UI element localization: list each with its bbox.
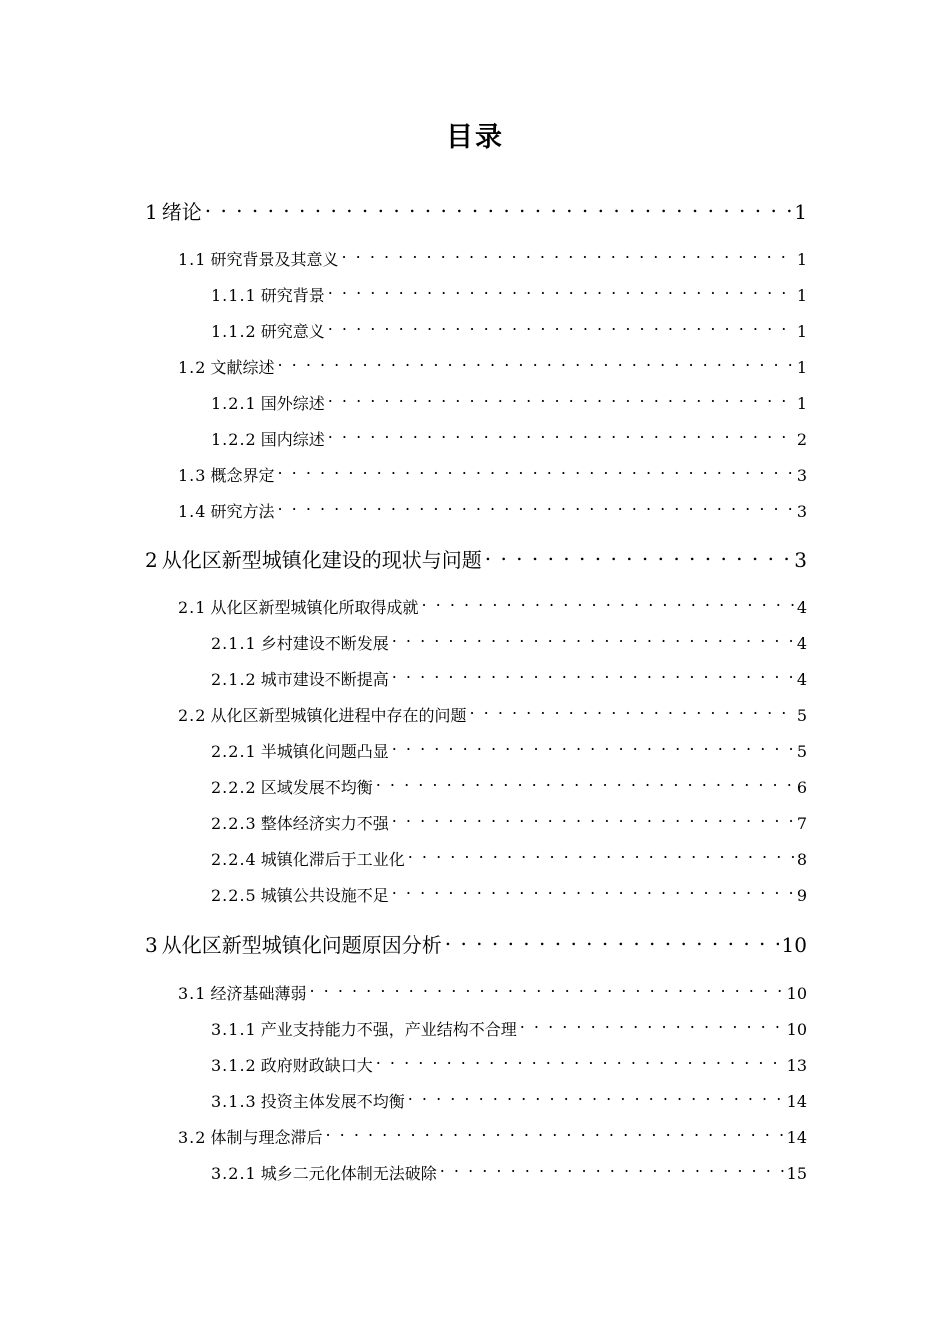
toc-entry-page-number: 4 (796, 598, 807, 618)
toc-entry-title: 从化区新型城镇化问题原因分析 (161, 933, 442, 957)
toc-entry[interactable] (211, 774, 807, 800)
toc-entry[interactable] (178, 354, 807, 380)
toc-entry-page-number: 1 (796, 250, 807, 270)
toc-leader-dots (392, 738, 794, 757)
toc-entry-number: 1.2 (178, 358, 207, 378)
toc-leader-dots (376, 774, 794, 793)
toc-leader-dots (328, 390, 794, 409)
toc-entry-number: 3.2.1 (211, 1164, 257, 1184)
toc-entry-number: 1.1.2 (211, 322, 257, 342)
toc-entry-number: 2.2.5 (211, 886, 257, 906)
toc-entry-page-number: 3 (794, 548, 807, 572)
toc-entry-page-number: 6 (796, 778, 807, 798)
toc-entry[interactable] (178, 246, 807, 272)
toc-entry-number: 3.1.1 (211, 1020, 257, 1040)
toc-entry-page-number: 14 (786, 1092, 807, 1112)
toc-entry[interactable] (178, 702, 807, 728)
toc-entry[interactable] (211, 318, 807, 344)
toc-leader-dots (469, 702, 793, 721)
toc-entry-title: 乡村建设不断发展 (260, 634, 389, 654)
toc-entry-title: 研究方法 (210, 502, 275, 522)
toc-entry-title: 国内综述 (260, 430, 325, 450)
toc-entry-title: 半城镇化问题凸显 (260, 742, 389, 762)
toc-entry-page-number: 1 (796, 286, 807, 306)
toc-entry[interactable] (145, 543, 807, 574)
toc-leader-dots (392, 882, 794, 901)
toc-leader-dots (485, 543, 792, 567)
toc-leader-dots (392, 810, 794, 829)
toc-entry-number: 3.1.3 (211, 1092, 257, 1112)
toc-entry-number: 1.3 (178, 466, 207, 486)
toc-leader-dots (277, 354, 793, 373)
toc-entry-number: 2.2 (178, 706, 207, 726)
toc-entry-title: 经济基础薄弱 (210, 984, 307, 1004)
toc-entry-number: 1.1.1 (211, 286, 257, 306)
toc-entry-page-number: 3 (796, 502, 807, 522)
toc-entry-page-number: 1 (796, 322, 807, 342)
toc-entry[interactable] (145, 928, 807, 959)
toc-entry-number: 3.2 (178, 1128, 207, 1148)
toc-entry-title: 城市建设不断提高 (260, 670, 389, 690)
toc-entry[interactable] (211, 390, 807, 416)
toc-entry-title: 体制与理念滞后 (210, 1128, 323, 1148)
toc-entry[interactable] (211, 1088, 807, 1114)
toc-entry-page-number: 3 (796, 466, 807, 486)
toc-entry-title: 从化区新型城镇化所取得成就 (210, 598, 419, 618)
toc-leader-dots (328, 318, 794, 337)
toc-entry-title: 国外综述 (260, 394, 325, 414)
toc-entry[interactable] (178, 594, 807, 620)
toc-entry-title: 研究意义 (260, 322, 325, 342)
toc-entry-page-number: 5 (796, 742, 807, 762)
toc-entry-number: 2 (145, 548, 158, 572)
toc-entry-title: 城镇公共设施不足 (260, 886, 389, 906)
toc-entry[interactable] (211, 1016, 807, 1042)
toc-entry[interactable] (211, 810, 807, 836)
toc-entry-number: 3.1 (178, 984, 207, 1004)
toc-entry-number: 2.1 (178, 598, 207, 618)
toc-entry-page-number: 13 (786, 1056, 807, 1076)
toc-entry-page-number: 1 (796, 358, 807, 378)
toc-entry-title: 研究背景 (260, 286, 325, 306)
toc-entry-title: 研究背景及其意义 (210, 250, 339, 270)
toc-entry[interactable] (145, 195, 807, 226)
toc-leader-dots (440, 1160, 784, 1179)
toc-entry-number: 2.1.1 (211, 634, 257, 654)
toc-entry-page-number: 10 (781, 933, 807, 957)
toc-entry-page-number: 2 (796, 430, 807, 450)
toc-entry-page-number: 7 (796, 814, 807, 834)
toc-entry[interactable] (211, 846, 807, 872)
page-title: 目录 (446, 122, 504, 153)
toc-entry-page-number: 5 (796, 706, 807, 726)
toc-entry[interactable] (211, 282, 807, 308)
toc-entry[interactable] (178, 462, 807, 488)
toc-entry-title: 从化区新型城镇化进程中存在的问题 (210, 706, 467, 726)
toc-entry-number: 1 (145, 200, 158, 224)
toc-entry[interactable] (211, 666, 807, 692)
toc-entry[interactable] (211, 630, 807, 656)
toc-entry-number: 1.2.1 (211, 394, 257, 414)
toc-leader-dots (445, 928, 779, 952)
toc-leader-dots (328, 426, 794, 445)
toc-leader-dots (408, 846, 794, 865)
toc-entry-number: 2.2.2 (211, 778, 257, 798)
toc-leader-dots (376, 1052, 784, 1071)
toc-entry[interactable] (211, 1160, 807, 1186)
toc-leader-dots (392, 630, 794, 649)
toc-leader-dots (341, 246, 793, 265)
toc-entry-number: 2.1.2 (211, 670, 257, 690)
toc-entry-title: 产业支持能力不强，产业结构不合理 (260, 1020, 517, 1040)
toc-entry-number: 2.2.1 (211, 742, 257, 762)
toc-entry-page-number: 9 (796, 886, 807, 906)
toc-entry-number: 1.1 (178, 250, 207, 270)
toc-entry[interactable] (178, 1124, 807, 1150)
toc-entry-number: 2.2.3 (211, 814, 257, 834)
toc-entry-title: 区域发展不均衡 (260, 778, 373, 798)
toc-leader-dots (392, 666, 794, 685)
toc-entry[interactable] (211, 882, 807, 908)
toc-entry-number: 1.2.2 (211, 430, 257, 450)
toc-entry[interactable] (211, 738, 807, 764)
toc-entry-page-number: 1 (796, 394, 807, 414)
toc-entry-page-number: 10 (786, 984, 807, 1004)
toc-entry[interactable] (211, 426, 807, 452)
toc-entry[interactable] (178, 980, 807, 1006)
toc-entry-page-number: 8 (796, 850, 807, 870)
toc-entry-title: 整体经济实力不强 (260, 814, 389, 834)
toc-leader-dots (277, 462, 793, 481)
toc-leader-dots (328, 282, 794, 301)
toc-entry-page-number: 4 (796, 634, 807, 654)
toc-leader-dots (325, 1124, 783, 1143)
toc-entry-title: 城镇化滞后于工业化 (260, 850, 405, 870)
toc-entry-page-number: 4 (796, 670, 807, 690)
toc-leader-dots (205, 195, 792, 219)
toc-entry-title: 从化区新型城镇化建设的现状与问题 (161, 548, 482, 572)
toc-entry-title: 城乡二元化体制无法破除 (260, 1164, 437, 1184)
toc-entry-page-number: 10 (786, 1020, 807, 1040)
toc-leader-dots (277, 498, 793, 517)
toc-entry-title: 文献综述 (210, 358, 275, 378)
toc-entry-title: 政府财政缺口大 (260, 1056, 373, 1076)
toc-entry-page-number: 1 (794, 200, 807, 224)
toc-entry-number: 3.1.2 (211, 1056, 257, 1076)
toc-leader-dots (520, 1016, 784, 1035)
toc-entry-page-number: 15 (786, 1164, 807, 1184)
toc-entry-title: 绪论 (161, 200, 202, 224)
toc-entry-page-number: 14 (786, 1128, 807, 1148)
toc-entry[interactable] (211, 1052, 807, 1078)
toc-leader-dots (309, 980, 783, 999)
toc-leader-dots (421, 594, 793, 613)
toc-entry[interactable] (178, 498, 807, 524)
toc-entry-number: 1.4 (178, 502, 207, 522)
toc-entry-number: 2.2.4 (211, 850, 257, 870)
toc-leader-dots (408, 1088, 784, 1107)
toc-entry-title: 概念界定 (210, 466, 275, 486)
toc-entry-number: 3 (145, 933, 158, 957)
toc-entry-title: 投资主体发展不均衡 (260, 1092, 405, 1112)
